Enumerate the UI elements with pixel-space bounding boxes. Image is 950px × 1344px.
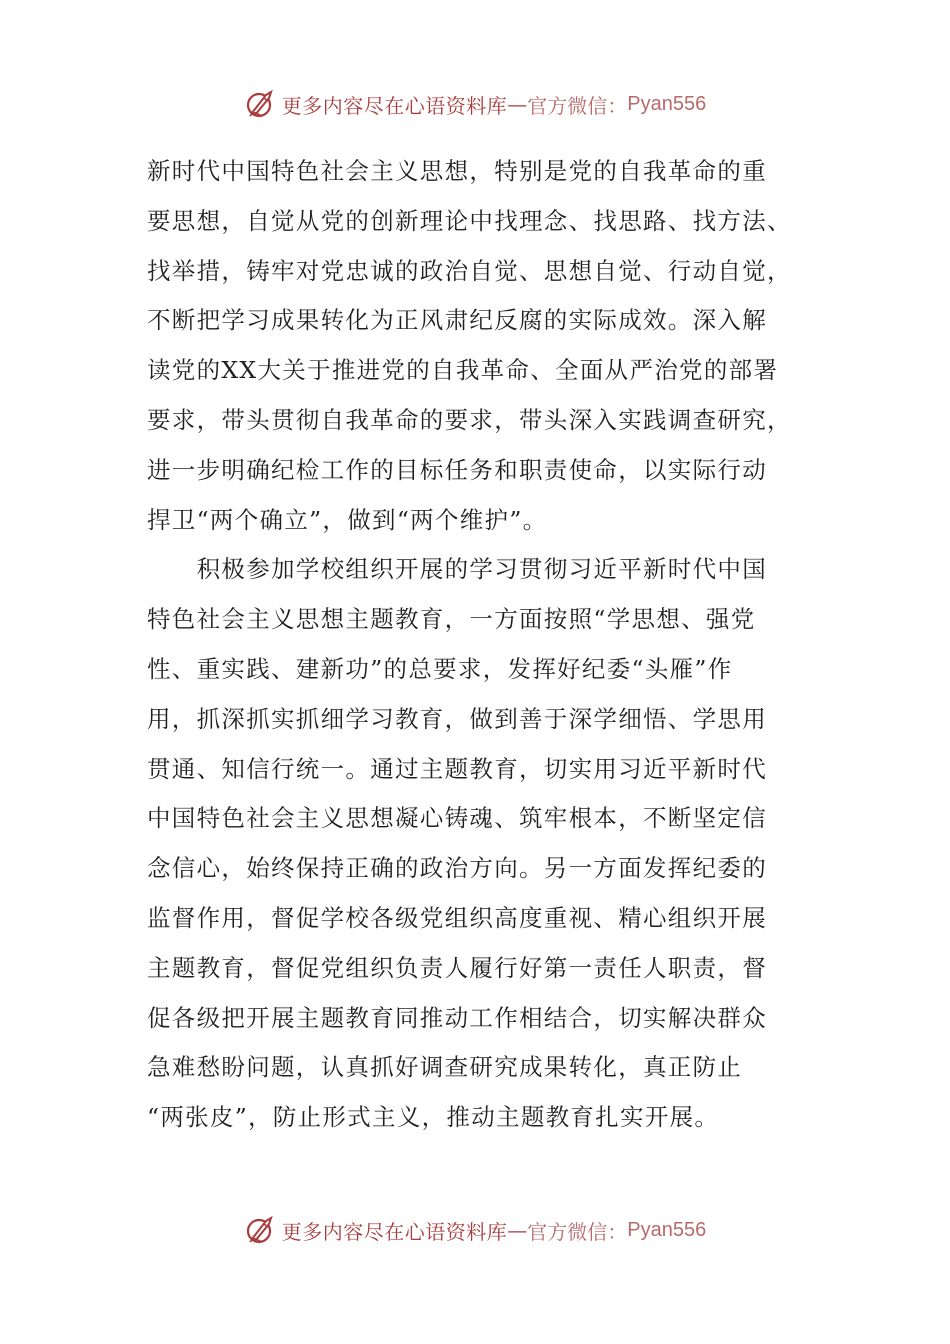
text-line: 找举措，铸牢对党忠诚的政治自觉、思想自觉、行动自觉， (147, 256, 792, 285)
pen-nib-circle-icon (244, 87, 278, 121)
banner-wechat-id: Pyan556 (627, 92, 707, 115)
text-line: 念信心，始终保持正确的政治方向。另一方面发挥纪委的 (147, 854, 767, 883)
text-line: 特色社会主义思想主题教育，一方面按照“学思想、强党 (147, 605, 756, 634)
header-banner (0, 82, 950, 126)
text-line: 新时代中国特色社会主义思想，特别是党的自我革命的重 (147, 157, 767, 185)
text-line: 不断把学习成果转化为正风肃纪反腐的实际成效。深入解 (147, 306, 767, 335)
banner-separator: — (507, 92, 528, 116)
text-line: 贯通、知信行统一。通过主题教育，切实用习近平新时代 (147, 754, 767, 783)
text-line: 用，抓深抓实抓细学习教育，做到善于深学细悟、学思用 (147, 704, 767, 733)
text-line: 要思想，自觉从党的创新理论中找理念、找思路、找方法、 (147, 206, 792, 235)
text-line: 监督作用，督促学校各级党组织高度重视、精心组织开展 (147, 903, 767, 932)
text-line: 读党的XX大关于推进党的自我革命、全面从严治党的部署 (147, 356, 779, 385)
banner-wechat-label: 官方微信： (527, 1219, 628, 1244)
banner-wechat-label: 官方微信： (527, 93, 628, 118)
text-line: “两张皮”，防止形式主义，推动主题教育扎实开展。 (147, 1103, 720, 1132)
banner-title: 更多内容尽在心语资料库 (281, 1219, 508, 1244)
banner-separator: — (507, 1218, 528, 1242)
banner-wechat-id: Pyan556 (627, 1218, 707, 1241)
document-body (147, 147, 807, 1143)
text-line: 主题教育，督促党组织负责人履行好第一责任人职责，督 (147, 953, 767, 982)
text-line: 性、重实践、建新功”的总要求，发挥好纪委“头雁”作 (147, 654, 733, 683)
footer-banner (0, 1208, 950, 1252)
text-line: 急难愁盼问题，认真抓好调查研究成果转化，真正防止 (147, 1053, 743, 1082)
text-line: 中国特色社会主义思想凝心铸魂、筑牢根本，不断坚定信 (147, 804, 767, 833)
text-line: 捍卫“两个确立”，做到“两个维护”。 (147, 505, 548, 534)
banner-title: 更多内容尽在心语资料库 (281, 93, 508, 118)
text-line: 积极参加学校组织开展的学习贯彻习近平新时代中国 (147, 555, 767, 584)
text-line: 促各级把开展主题教育同推动工作相结合，切实解决群众 (147, 1003, 767, 1032)
text-line: 要求，带头贯彻自我革命的要求，带头深入实践调查研究， (147, 405, 792, 434)
text-line: 进一步明确纪检工作的目标任务和职责使命，以实际行动 (147, 455, 767, 484)
pen-nib-circle-icon (244, 1213, 278, 1247)
